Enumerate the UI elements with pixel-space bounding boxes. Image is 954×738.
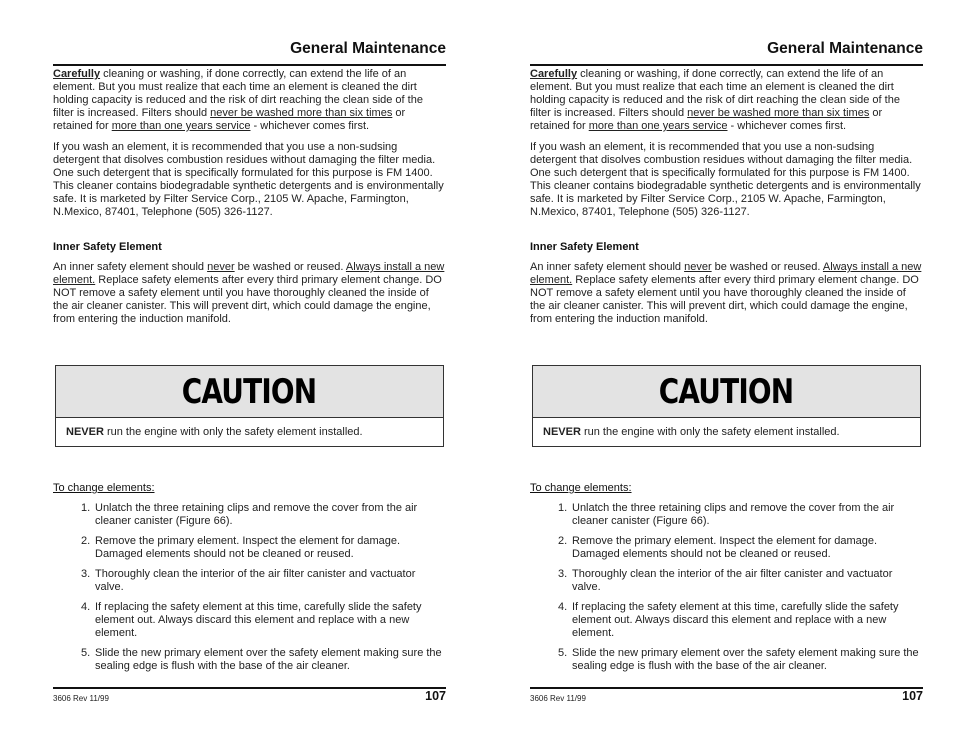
cleaning-paragraph	[530, 68, 923, 133]
list-item	[558, 647, 923, 673]
detergent-paragraph: If you wash an element, it is recommended that you use a non-sudsing detergent that disolves combustion residues without damaging the filter media. One such detergent that is specifically formulated for this purpose is FM 1400. This cleaner contains biodegradable synthetic detergents and is environmentally safe. It is marketed by Filter Service Corp., 2105 W. Apache, Farmington, N.Mexico, 87401, Telephone (505) 326-1127.	[530, 141, 921, 218]
step-number: 2.	[81, 535, 91, 547]
text-span: cleaning or washing, if done correctly, can extend the life of an element. But you must realize that each time an element is cleaned the dirt holding capacity is reduced and the risk of dirt reaching the clean side of the filter is increased. Filters should	[53, 68, 423, 119]
text-span: be washed or reused.	[234, 261, 346, 273]
step-number: 1.	[558, 502, 568, 514]
list-item	[558, 535, 923, 561]
page-title: General Maintenance	[767, 40, 923, 57]
page-left	[53, 0, 446, 738]
underlined-text: more than one years service	[588, 120, 728, 132]
caution-emphasis: NEVER	[543, 426, 581, 438]
step-number: 3.	[81, 568, 91, 580]
caution-header	[56, 366, 443, 418]
text-span: be washed or reused.	[711, 261, 823, 273]
step-number: 2.	[558, 535, 568, 547]
list-item	[81, 535, 446, 561]
step-text: Slide the new primary element over the safety element making sure the sealing edge is flush with the base of the air cleaner.	[95, 647, 442, 672]
emphasis-carefully: Carefully	[530, 68, 578, 80]
step-number: 4.	[558, 601, 568, 613]
text-span: cleaning or washing, if done correctly, can extend the life of an element. But you must realize that each time an element is cleaned the dirt holding capacity is reduced and the risk of dirt reaching the clean side of the filter is increased. Filters should	[530, 68, 900, 119]
caution-title: CAUTION	[182, 371, 317, 412]
steps-heading: To change elements:	[53, 482, 155, 494]
text-span: or retained for	[53, 107, 406, 132]
step-text: If replacing the safety element at this time, carefully slide the safety element out. Always discard this element and replace with a new element.	[572, 601, 899, 639]
step-text: Remove the primary element. Inspect the element for damage. Damaged elements should not be cleaned or reused.	[95, 535, 401, 560]
step-text: Slide the new primary element over the safety element making sure the sealing edge is flush with the base of the air cleaner.	[572, 647, 919, 672]
header-rule	[530, 64, 923, 66]
step-number: 1.	[81, 502, 91, 514]
text-span: Replace safety elements after every third primary element change. DO NOT remove a safety element until you have thoroughly cleaned the inside of the air cleaner canister. This will prevent dirt, which could damage the engine, from entering the induction manifold.	[530, 274, 919, 325]
list-item	[81, 568, 446, 594]
section-heading: Inner Safety Element	[53, 241, 162, 253]
caution-header	[533, 366, 920, 418]
text-span: - whichever comes first.	[250, 120, 370, 132]
step-text: Thoroughly clean the interior of the air filter canister and vactuator valve.	[572, 568, 893, 593]
text-span: run the engine with only the safety element installed.	[580, 426, 840, 438]
section-heading: Inner Safety Element	[530, 241, 639, 253]
text-span: An inner safety element should	[53, 261, 208, 273]
caution-title: CAUTION	[659, 371, 794, 412]
footer-rule	[530, 687, 923, 689]
safety-element-paragraph	[530, 261, 923, 326]
underlined-text: never be washed more than six times	[687, 107, 870, 119]
header-rule	[53, 64, 446, 66]
page-title: General Maintenance	[290, 40, 446, 57]
step-text: Unlatch the three retaining clips and remove the cover from the air cleaner canister (Figure 66).	[95, 502, 418, 527]
step-text: If replacing the safety element at this time, carefully slide the safety element out. Always discard this element and replace with a new element.	[95, 601, 422, 639]
safety-element-paragraph	[53, 261, 446, 326]
steps-list	[558, 502, 923, 680]
detergent-paragraph: If you wash an element, it is recommended that you use a non-sudsing detergent that disolves combustion residues without damaging the filter media. One such detergent that is specifically formulated for this purpose is FM 1400. This cleaner contains biodegradable synthetic detergents and is environmentally safe. It is marketed by Filter Service Corp., 2105 W. Apache, Farmington, N.Mexico, 87401, Telephone (505) 326-1127.	[53, 141, 444, 218]
step-number: 4.	[81, 601, 91, 613]
step-number: 5.	[81, 647, 91, 659]
page-right	[530, 0, 923, 738]
footer-rule	[53, 687, 446, 689]
step-text: Unlatch the three retaining clips and remove the cover from the air cleaner canister (Figure 66).	[572, 502, 895, 527]
underlined-text: more than one years service	[111, 120, 251, 132]
text-span: or retained for	[530, 107, 883, 132]
doc-revision: 3606 Rev 11/99	[53, 694, 109, 703]
steps-list	[81, 502, 446, 680]
underlined-text: never	[684, 261, 712, 273]
caution-emphasis: NEVER	[66, 426, 104, 438]
page-number: 107	[425, 689, 446, 703]
step-text: Thoroughly clean the interior of the air filter canister and vactuator valve.	[95, 568, 416, 593]
steps-heading: To change elements:	[530, 482, 632, 494]
list-item	[81, 601, 446, 640]
underlined-text: Always install a new element.	[530, 261, 922, 286]
list-item	[81, 502, 446, 528]
list-item	[81, 647, 446, 673]
text-span: run the engine with only the safety element installed.	[103, 426, 363, 438]
doc-revision: 3606 Rev 11/99	[530, 694, 586, 703]
caution-box	[55, 365, 444, 447]
page-number: 107	[902, 689, 923, 703]
list-item	[558, 601, 923, 640]
emphasis-carefully: Carefully	[53, 68, 101, 80]
cleaning-paragraph	[53, 68, 446, 133]
caution-text	[533, 418, 920, 438]
list-item	[558, 568, 923, 594]
step-number: 5.	[558, 647, 568, 659]
list-item	[558, 502, 923, 528]
step-text: Remove the primary element. Inspect the element for damage. Damaged elements should not be cleaned or reused.	[572, 535, 878, 560]
underlined-text: Always install a new element.	[53, 261, 445, 286]
text-span: - whichever comes first.	[727, 120, 847, 132]
text-span: An inner safety element should	[530, 261, 685, 273]
caution-box	[532, 365, 921, 447]
text-span: Replace safety elements after every third primary element change. DO NOT remove a safety element until you have thoroughly cleaned the inside of the air cleaner canister. This will prevent dirt, which could damage the engine, from entering the induction manifold.	[53, 274, 442, 325]
underlined-text: never	[207, 261, 235, 273]
underlined-text: never be washed more than six times	[210, 107, 393, 119]
step-number: 3.	[558, 568, 568, 580]
caution-text	[56, 418, 443, 438]
